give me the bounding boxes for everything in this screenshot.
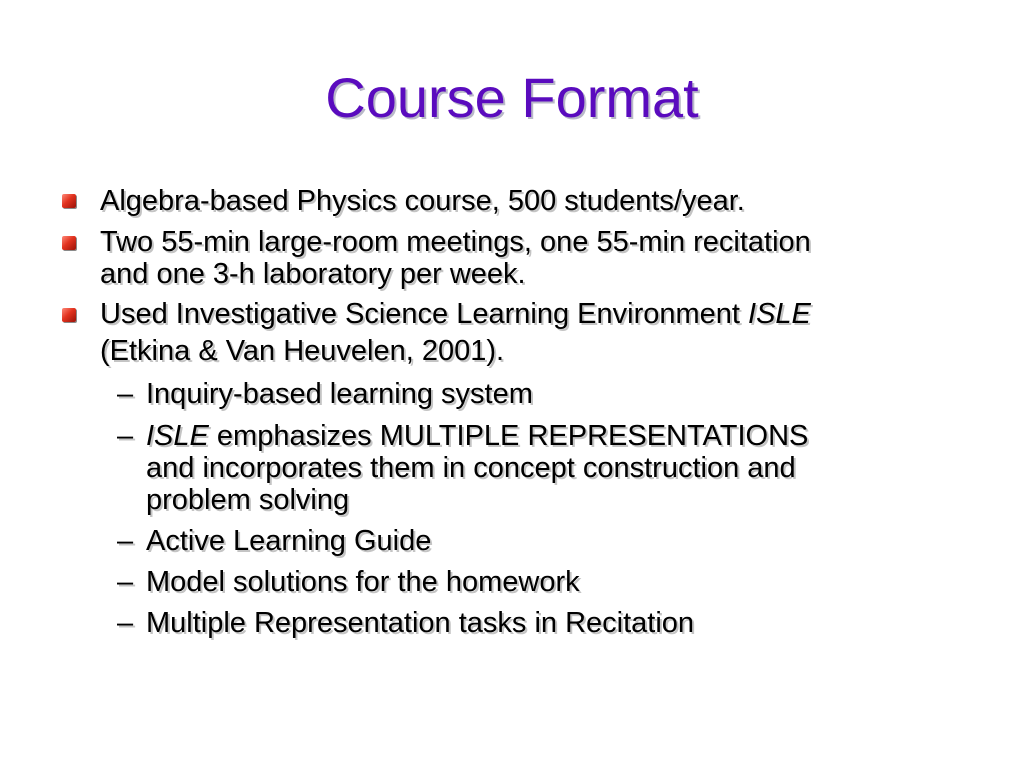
bullet-1-line-1: Algebra-based Physics course, 500 students/year. — [100, 185, 745, 217]
bullet-2-line-1: Two 55-min large-room meetings, one 55-min recitation — [100, 226, 811, 258]
dash-marker: – — [117, 566, 134, 598]
sub-item-2-isle: ISLE — [146, 420, 209, 452]
sub-item-1: Inquiry-based learning system — [146, 378, 533, 410]
bullet-3-line-1 — [100, 297, 811, 331]
bullet-icon — [62, 236, 76, 250]
slide-title: Course Format — [325, 66, 699, 129]
bullet-2-line-2: and one 3-h laboratory per week. — [100, 258, 526, 290]
dash-marker: – — [117, 525, 134, 557]
dash-marker: – — [117, 607, 134, 639]
sub-item-2-line-1 — [146, 419, 808, 453]
sub-item-2-line-3: problem solving — [146, 484, 350, 516]
sub-item-2-line-2: and incorporates them in concept construction and — [146, 452, 796, 484]
bullet-3-line-2: (Etkina & Van Heuvelen, 2001). — [100, 335, 505, 367]
dash-marker: – — [117, 420, 134, 452]
sub-item-5: Multiple Representation tasks in Recitation — [146, 607, 695, 639]
bullet-3-isle: ISLE — [748, 298, 811, 330]
sub-item-3: Active Learning Guide — [146, 525, 432, 557]
bullet-3-prefix: Used Investigative Science Learning Environment — [100, 298, 749, 330]
dash-marker: – — [117, 378, 134, 410]
bullet-icon — [62, 308, 76, 322]
bullet-icon — [62, 194, 76, 208]
sub-item-2-rest: emphasizes MULTIPLE REPRESENTATIONS — [208, 420, 809, 452]
sub-item-4: Model solutions for the homework — [146, 566, 580, 598]
